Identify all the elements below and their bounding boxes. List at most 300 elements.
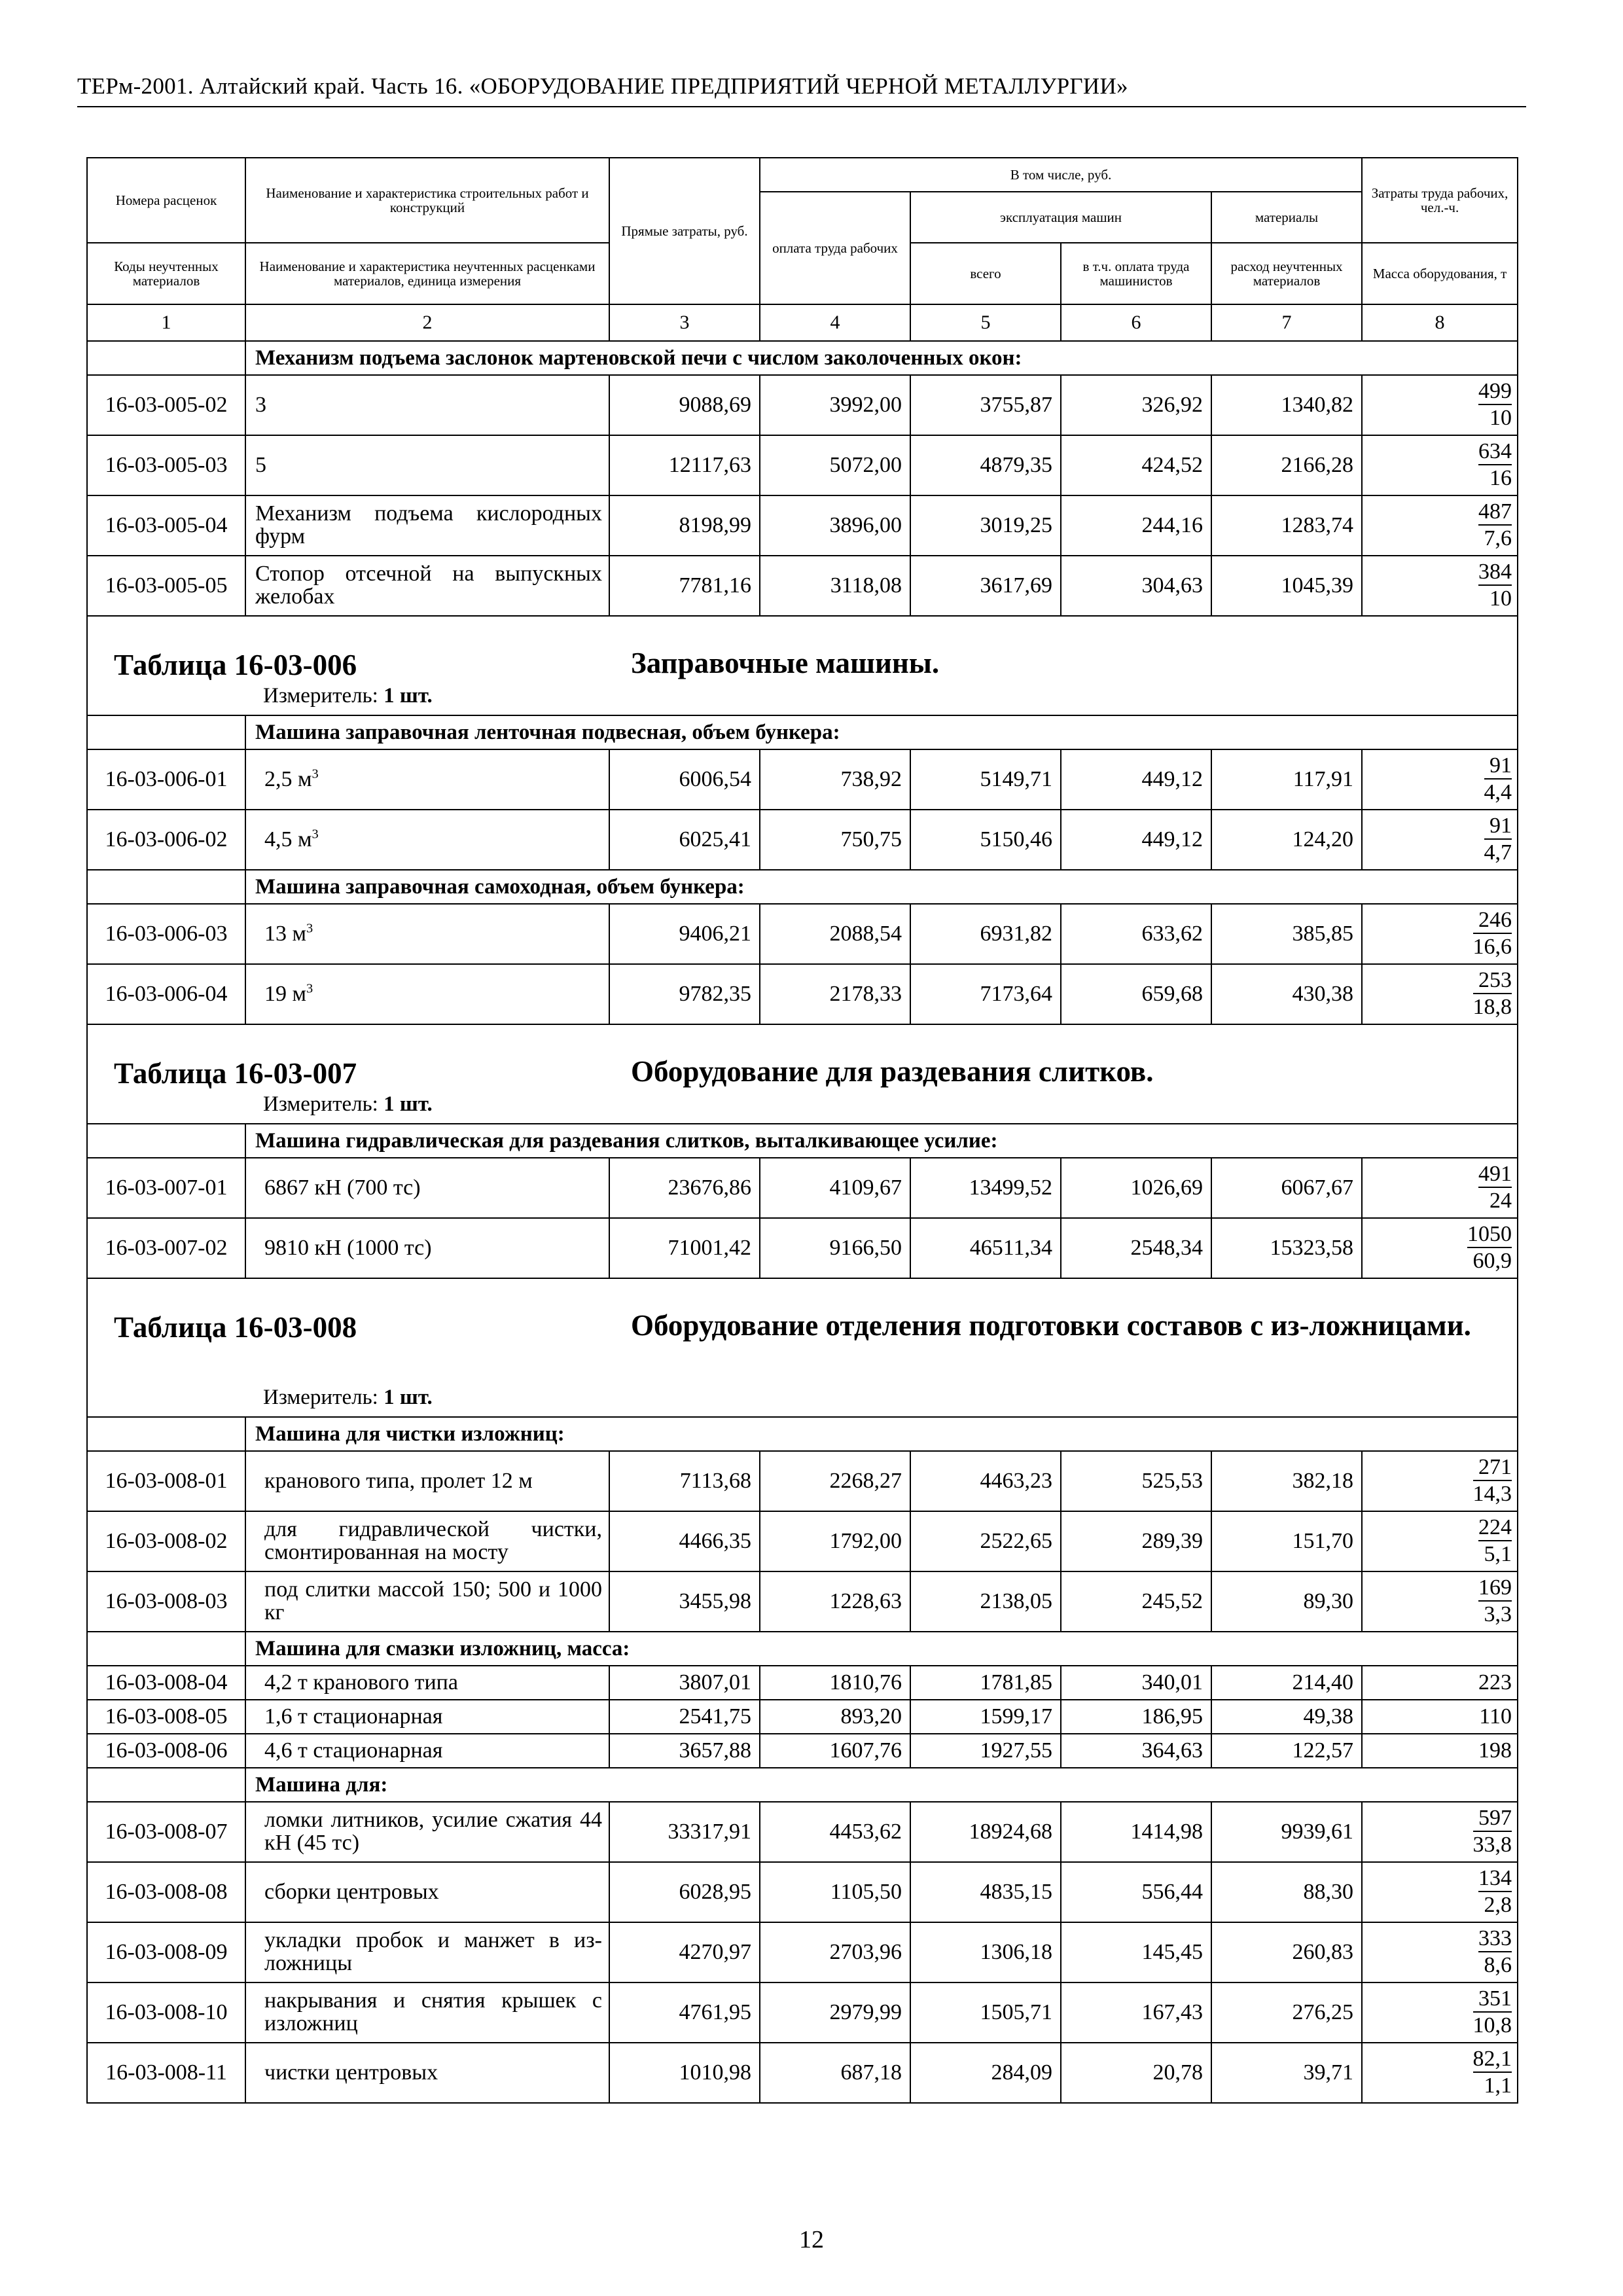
unit-value: 1 шт. — [383, 684, 433, 708]
cost-operators: 326,92 — [1061, 375, 1211, 435]
header-direct-costs: Прямые затраты, руб. — [609, 158, 760, 304]
rate-name-text: кранового типа, пролет 12 м — [264, 1468, 533, 1493]
unit-label: Измеритель: — [263, 1092, 378, 1116]
labor-hours: 487 — [1478, 500, 1512, 526]
labor-and-mass — [1362, 556, 1518, 616]
group-heading-row — [87, 341, 1518, 375]
unit-exponent: 3 — [312, 827, 319, 842]
group-code-cell — [87, 341, 245, 375]
cost-machines: 1927,55 — [910, 1734, 1061, 1768]
labor-mass-fraction — [1467, 1223, 1512, 1273]
rate-row — [87, 435, 1518, 495]
labor-hours: 110 — [1479, 1704, 1512, 1729]
cost-labor: 9166,50 — [760, 1218, 910, 1278]
header-uncounted-codes: Коды неучтенных материалов — [87, 243, 245, 304]
labor-hours: 499 — [1478, 380, 1512, 406]
cost-operators: 145,45 — [1061, 1922, 1211, 1982]
group-heading-row — [87, 1124, 1518, 1158]
labor-hours: 246 — [1473, 908, 1512, 935]
labor-hours: 224 — [1478, 1516, 1512, 1542]
rate-row — [87, 1158, 1518, 1218]
cost-direct: 9782,35 — [609, 964, 760, 1024]
cost-labor: 3896,00 — [760, 495, 910, 556]
labor-and-mass — [1362, 749, 1518, 810]
rate-name — [245, 1451, 609, 1511]
rate-name — [245, 1666, 609, 1700]
cost-materials: 276,25 — [1211, 1982, 1362, 2043]
cost-materials: 49,38 — [1211, 1700, 1362, 1734]
group-code-cell — [87, 870, 245, 904]
cost-machines: 4835,15 — [910, 1862, 1061, 1922]
unit-line — [263, 1386, 433, 1410]
column-number: 4 — [760, 304, 910, 341]
labor-and-mass — [1362, 904, 1518, 964]
labor-hours: 82,1 — [1473, 2047, 1512, 2073]
unit-exponent: 3 — [312, 766, 319, 781]
labor-hours: 271 — [1473, 1456, 1512, 1482]
rate-row — [87, 2043, 1518, 2103]
labor-mass-fraction — [1478, 1867, 1512, 1917]
labor-and-mass — [1362, 1862, 1518, 1922]
labor-and-mass — [1362, 495, 1518, 556]
cost-direct: 71001,42 — [609, 1218, 760, 1278]
cost-machines: 284,09 — [910, 2043, 1061, 2103]
cost-labor: 4453,62 — [760, 1802, 910, 1862]
rate-name — [245, 375, 609, 435]
cost-direct: 7781,16 — [609, 556, 760, 616]
cost-direct: 7113,68 — [609, 1451, 760, 1511]
labor-mass-fraction — [1473, 969, 1512, 1019]
group-code-cell — [87, 715, 245, 749]
labor-hours: 634 — [1478, 440, 1512, 466]
equipment-mass: 3,3 — [1484, 1602, 1512, 1627]
cost-operators: 659,68 — [1061, 964, 1211, 1024]
cost-direct: 4761,95 — [609, 1982, 760, 2043]
header-uncounted-names: Наименование и характеристика неучтенных расценками материалов, единица измерения — [245, 243, 609, 304]
cost-materials: 151,70 — [1211, 1511, 1362, 1571]
cost-direct: 12117,63 — [609, 435, 760, 495]
cost-materials: 385,85 — [1211, 904, 1362, 964]
equipment-mass: 33,8 — [1472, 1833, 1512, 1857]
equipment-mass: 5,1 — [1484, 1542, 1512, 1567]
labor-and-mass — [1362, 1451, 1518, 1511]
rate-code: 16-03-008-09 — [87, 1922, 245, 1982]
group-code-cell — [87, 1632, 245, 1666]
labor-mass-fraction — [1478, 1576, 1512, 1626]
rate-row — [87, 1511, 1518, 1571]
cost-operators: 1026,69 — [1061, 1158, 1211, 1218]
labor-and-mass — [1362, 1666, 1518, 1700]
group-heading-row — [87, 1768, 1518, 1802]
group-heading-row — [87, 715, 1518, 749]
cost-direct: 23676,86 — [609, 1158, 760, 1218]
rate-name-text: 4,6 т стационарная — [264, 1738, 443, 1763]
cost-labor: 750,75 — [760, 810, 910, 870]
unit-exponent: 3 — [306, 981, 313, 996]
labor-mass-fraction — [1473, 1456, 1512, 1506]
cost-direct: 6006,54 — [609, 749, 760, 810]
cost-operators: 340,01 — [1061, 1666, 1211, 1700]
cost-machines: 1599,17 — [910, 1700, 1061, 1734]
column-numbers-row — [87, 304, 1518, 341]
rate-code: 16-03-008-07 — [87, 1802, 245, 1862]
cost-operators: 167,43 — [1061, 1982, 1211, 2043]
cost-operators: 304,63 — [1061, 556, 1211, 616]
rate-name-text: чистки центровых — [264, 2060, 438, 2085]
table-section-cell — [87, 1024, 1518, 1124]
cost-materials: 430,38 — [1211, 964, 1362, 1024]
rate-name-text: 3 — [255, 392, 266, 417]
rate-code: 16-03-008-10 — [87, 1982, 245, 2043]
labor-and-mass — [1362, 375, 1518, 435]
labor-hours: 491 — [1478, 1162, 1512, 1189]
equipment-mass: 60,9 — [1472, 1249, 1512, 1274]
cost-operators: 449,12 — [1061, 810, 1211, 870]
rate-code: 16-03-008-04 — [87, 1666, 245, 1700]
header-equipment-mass: Масса оборудования, т — [1362, 243, 1518, 304]
cost-machines: 13499,52 — [910, 1158, 1061, 1218]
rate-code: 16-03-005-04 — [87, 495, 245, 556]
rate-row — [87, 1862, 1518, 1922]
rate-name-text: 4,2 т кранового типа — [264, 1670, 458, 1695]
unit-value: 1 шт. — [383, 1092, 433, 1116]
rate-code: 16-03-005-02 — [87, 375, 245, 435]
cost-materials: 88,30 — [1211, 1862, 1362, 1922]
rate-name — [245, 2043, 609, 2103]
table-title: Оборудование отделения подготовки составов с из-ложницами. — [631, 1309, 1471, 1342]
group-heading-row — [87, 1632, 1518, 1666]
cost-labor: 3118,08 — [760, 556, 910, 616]
cost-labor: 1792,00 — [760, 1511, 910, 1571]
rates-table — [86, 157, 1518, 2104]
equipment-mass: 4,4 — [1484, 780, 1512, 805]
rate-name — [245, 495, 609, 556]
table-number: Таблица 16-03-007 — [114, 1057, 357, 1090]
cost-operators: 2548,34 — [1061, 1218, 1211, 1278]
cost-labor: 1228,63 — [760, 1571, 910, 1632]
cost-materials: 89,30 — [1211, 1571, 1362, 1632]
cost-operators: 525,53 — [1061, 1451, 1211, 1511]
cost-direct: 8198,99 — [609, 495, 760, 556]
table-section-row — [87, 1024, 1518, 1124]
cost-materials: 124,20 — [1211, 810, 1362, 870]
group-heading: Машина заправочная ленточная подвесная, объем бункера: — [245, 715, 1518, 749]
cost-labor: 2703,96 — [760, 1922, 910, 1982]
cost-materials: 9939,61 — [1211, 1802, 1362, 1862]
labor-hours: 223 — [1478, 1670, 1512, 1695]
rates-sheet — [86, 157, 1517, 2104]
cost-machines: 7173,64 — [910, 964, 1061, 1024]
rate-row — [87, 495, 1518, 556]
cost-direct: 2541,75 — [609, 1700, 760, 1734]
cost-operators: 556,44 — [1061, 1862, 1211, 1922]
cost-direct: 3807,01 — [609, 1666, 760, 1700]
rate-code: 16-03-008-08 — [87, 1862, 245, 1922]
rate-row — [87, 1922, 1518, 1982]
column-number: 3 — [609, 304, 760, 341]
header-labor-pay: оплата труда рабочих — [760, 192, 910, 304]
group-heading: Машина гидравлическая для раздевания слитков, выталкивающее усилие: — [245, 1124, 1518, 1158]
rate-name — [245, 556, 609, 616]
labor-mass-fraction — [1473, 1987, 1512, 2037]
labor-mass-fraction — [1473, 1806, 1512, 1857]
equipment-mass: 14,3 — [1472, 1482, 1512, 1507]
rate-name-text: 9810 кН (1000 тс) — [264, 1235, 432, 1260]
rate-name-text: ломки литников, усилие сжатия 44 кН (45 тс) — [264, 1808, 602, 1855]
cost-machines: 5149,71 — [910, 749, 1061, 810]
labor-and-mass — [1362, 1802, 1518, 1862]
cost-machines: 1505,71 — [910, 1982, 1061, 2043]
rate-name — [245, 1511, 609, 1571]
rate-name — [245, 1982, 609, 2043]
header-uncounted-consumption: расход неучтенных материалов — [1211, 243, 1362, 304]
cost-materials: 2166,28 — [1211, 435, 1362, 495]
running-head: ТЕРм-2001. Алтайский край. Часть 16. «ОБОРУДОВАНИЕ ПРЕДПРИЯТИЙ ЧЕРНОЙ МЕТАЛЛУРГИИ» — [77, 73, 1128, 99]
cost-labor: 1810,76 — [760, 1666, 910, 1700]
group-code-cell — [87, 1417, 245, 1451]
rate-name — [245, 1802, 609, 1862]
rate-row — [87, 1451, 1518, 1511]
rate-row — [87, 1700, 1518, 1734]
cost-operators: 289,39 — [1061, 1511, 1211, 1571]
rate-name-text: 4,5 м — [264, 827, 312, 852]
group-heading: Машина для смазки изложниц, масса: — [245, 1632, 1518, 1666]
cost-direct: 1010,98 — [609, 2043, 760, 2103]
cost-labor: 1607,76 — [760, 1734, 910, 1768]
unit-line — [263, 1092, 433, 1117]
cost-labor: 2268,27 — [760, 1451, 910, 1511]
rate-code: 16-03-008-03 — [87, 1571, 245, 1632]
rate-name-text: 1,6 т стационарная — [264, 1704, 443, 1729]
rate-name — [245, 1218, 609, 1278]
equipment-mass: 8,6 — [1484, 1953, 1512, 1978]
labor-hours: 597 — [1473, 1806, 1512, 1833]
cost-operators: 1414,98 — [1061, 1802, 1211, 1862]
rate-name-text: 6867 кН (700 тс) — [264, 1175, 421, 1200]
column-number: 7 — [1211, 304, 1362, 341]
cost-machines: 4463,23 — [910, 1451, 1061, 1511]
labor-and-mass — [1362, 1922, 1518, 1982]
equipment-mass: 7,6 — [1484, 526, 1512, 551]
rate-code: 16-03-008-06 — [87, 1734, 245, 1768]
rate-name-text: под слитки массой 150; 500 и 1000 кг — [264, 1577, 602, 1624]
labor-hours: 1050 — [1467, 1223, 1512, 1249]
table-number: Таблица 16-03-006 — [114, 649, 357, 681]
labor-hours: 91 — [1484, 814, 1512, 840]
cost-operators: 20,78 — [1061, 2043, 1211, 2103]
cost-materials: 117,91 — [1211, 749, 1362, 810]
equipment-mass: 4,7 — [1484, 840, 1512, 865]
rate-row — [87, 1571, 1518, 1632]
cost-machines: 5150,46 — [910, 810, 1061, 870]
unit-exponent: 3 — [306, 921, 313, 936]
rate-name — [245, 904, 609, 964]
rate-name — [245, 1922, 609, 1982]
rate-code: 16-03-006-02 — [87, 810, 245, 870]
cost-operators: 186,95 — [1061, 1700, 1211, 1734]
column-number: 6 — [1061, 304, 1211, 341]
labor-and-mass — [1362, 1571, 1518, 1632]
equipment-mass: 2,8 — [1484, 1893, 1512, 1918]
cost-materials: 1283,74 — [1211, 495, 1362, 556]
header-work-name: Наименование и характеристика строительных работ и конструкций — [245, 158, 609, 243]
header-labor-costs: Затраты труда рабочих, чел.-ч. — [1362, 158, 1518, 243]
rate-name-text: Стопор отсечной на выпускных желобах — [255, 562, 602, 609]
rate-code: 16-03-006-03 — [87, 904, 245, 964]
group-code-cell — [87, 1124, 245, 1158]
equipment-mass: 16 — [1489, 466, 1512, 491]
header-rate-numbers: Номера расценок — [87, 158, 245, 243]
column-number: 1 — [87, 304, 245, 341]
unit-value: 1 шт. — [383, 1386, 433, 1409]
rate-row — [87, 375, 1518, 435]
equipment-mass: 16,6 — [1472, 935, 1512, 960]
unit-label: Измеритель: — [263, 684, 378, 708]
labor-mass-fraction — [1484, 754, 1512, 804]
cost-machines: 2138,05 — [910, 1571, 1061, 1632]
cost-machines: 3617,69 — [910, 556, 1061, 616]
cost-direct: 4270,97 — [609, 1922, 760, 1982]
cost-machines: 6931,82 — [910, 904, 1061, 964]
column-number: 5 — [910, 304, 1061, 341]
rate-code: 16-03-006-01 — [87, 749, 245, 810]
rate-code: 16-03-008-05 — [87, 1700, 245, 1734]
rate-name — [245, 810, 609, 870]
rate-row — [87, 964, 1518, 1024]
cost-labor: 4109,67 — [760, 1158, 910, 1218]
labor-hours: 253 — [1473, 969, 1512, 995]
cost-machines: 2522,65 — [910, 1511, 1061, 1571]
labor-hours: 384 — [1478, 560, 1512, 586]
rate-name-text: сборки центровых — [264, 1879, 439, 1904]
labor-and-mass — [1362, 1218, 1518, 1278]
table-section — [94, 617, 1510, 715]
labor-mass-fraction — [1473, 2047, 1512, 2098]
table-section-cell — [87, 616, 1518, 715]
page-number: 12 — [799, 2226, 824, 2253]
cost-labor: 687,18 — [760, 2043, 910, 2103]
labor-hours: 351 — [1473, 1987, 1512, 2013]
cost-operators: 364,63 — [1061, 1734, 1211, 1768]
cost-operators: 424,52 — [1061, 435, 1211, 495]
labor-and-mass — [1362, 1982, 1518, 2043]
rate-row — [87, 1734, 1518, 1768]
labor-mass-fraction — [1478, 380, 1512, 430]
cost-machines: 18924,68 — [910, 1802, 1061, 1862]
table-section-cell — [87, 1278, 1518, 1417]
cost-machines: 46511,34 — [910, 1218, 1061, 1278]
rate-name — [245, 1734, 609, 1768]
table-section-row — [87, 616, 1518, 715]
table-number: Таблица 16-03-008 — [114, 1311, 357, 1344]
rate-code: 16-03-007-01 — [87, 1158, 245, 1218]
group-heading: Машина для чистки изложниц: — [245, 1417, 1518, 1451]
rate-name-text: 5 — [255, 452, 266, 477]
labor-mass-fraction — [1478, 440, 1512, 490]
group-code-cell — [87, 1768, 245, 1802]
rate-name — [245, 1158, 609, 1218]
cost-materials: 122,57 — [1211, 1734, 1362, 1768]
labor-and-mass — [1362, 1158, 1518, 1218]
rate-name-text: накрывания и снятия крышек с изложниц — [264, 1988, 602, 2036]
labor-and-mass — [1362, 1734, 1518, 1768]
table-section-row — [87, 1278, 1518, 1417]
cost-labor: 2088,54 — [760, 904, 910, 964]
group-heading: Механизм подъема заслонок мартеновской печи с числом заколоченных окон: — [245, 341, 1518, 375]
labor-hours: 169 — [1478, 1576, 1512, 1602]
cost-materials: 6067,67 — [1211, 1158, 1362, 1218]
cost-operators: 449,12 — [1061, 749, 1211, 810]
rate-code: 16-03-006-04 — [87, 964, 245, 1024]
labor-hours: 134 — [1478, 1867, 1512, 1893]
rate-row — [87, 1666, 1518, 1700]
cost-direct: 33317,91 — [609, 1802, 760, 1862]
cost-direct: 6025,41 — [609, 810, 760, 870]
cost-machines: 4879,35 — [910, 435, 1061, 495]
cost-labor: 3992,00 — [760, 375, 910, 435]
table-section — [94, 1279, 1510, 1416]
cost-operators: 633,62 — [1061, 904, 1211, 964]
rate-row — [87, 810, 1518, 870]
cost-machines: 1781,85 — [910, 1666, 1061, 1700]
equipment-mass: 1,1 — [1484, 2073, 1512, 2098]
rate-name — [245, 749, 609, 810]
rate-code: 16-03-008-11 — [87, 2043, 245, 2103]
equipment-mass: 18,8 — [1472, 995, 1512, 1020]
cost-operators: 244,16 — [1061, 495, 1211, 556]
cost-labor: 2178,33 — [760, 964, 910, 1024]
cost-materials: 1340,82 — [1211, 375, 1362, 435]
rate-name-text: 2,5 м — [264, 766, 312, 791]
rate-name — [245, 964, 609, 1024]
column-number: 2 — [245, 304, 609, 341]
cost-direct: 9088,69 — [609, 375, 760, 435]
header-materials: материалы — [1211, 192, 1362, 243]
rate-code: 16-03-008-01 — [87, 1451, 245, 1511]
header-rule — [77, 106, 1526, 107]
cost-materials: 39,71 — [1211, 2043, 1362, 2103]
rate-code: 16-03-007-02 — [87, 1218, 245, 1278]
labor-and-mass — [1362, 964, 1518, 1024]
labor-hours: 333 — [1478, 1927, 1512, 1953]
rate-row — [87, 1982, 1518, 2043]
header-including: В том числе, руб. — [760, 158, 1362, 192]
cost-operators: 245,52 — [1061, 1571, 1211, 1632]
cost-labor: 738,92 — [760, 749, 910, 810]
rate-name-text: 19 м — [264, 981, 307, 1006]
cost-materials: 1045,39 — [1211, 556, 1362, 616]
unit-label: Измеритель: — [263, 1386, 378, 1409]
rate-row — [87, 749, 1518, 810]
cost-machines: 1306,18 — [910, 1922, 1061, 1982]
header-machine-operation: эксплуатация машин — [910, 192, 1211, 243]
table-section — [94, 1025, 1510, 1123]
cost-materials: 382,18 — [1211, 1451, 1362, 1511]
cost-labor: 5072,00 — [760, 435, 910, 495]
group-heading-row — [87, 870, 1518, 904]
rate-name — [245, 1571, 609, 1632]
rate-name-text: укладки пробок и манжет в из-ложницы — [264, 1928, 602, 1975]
labor-mass-fraction — [1478, 500, 1512, 550]
labor-and-mass — [1362, 435, 1518, 495]
cost-machines: 3755,87 — [910, 375, 1061, 435]
rate-name — [245, 435, 609, 495]
rate-name-text: 13 м — [264, 921, 307, 946]
cost-materials: 260,83 — [1211, 1922, 1362, 1982]
labor-mass-fraction — [1478, 1927, 1512, 1977]
rate-row — [87, 904, 1518, 964]
labor-and-mass — [1362, 1511, 1518, 1571]
